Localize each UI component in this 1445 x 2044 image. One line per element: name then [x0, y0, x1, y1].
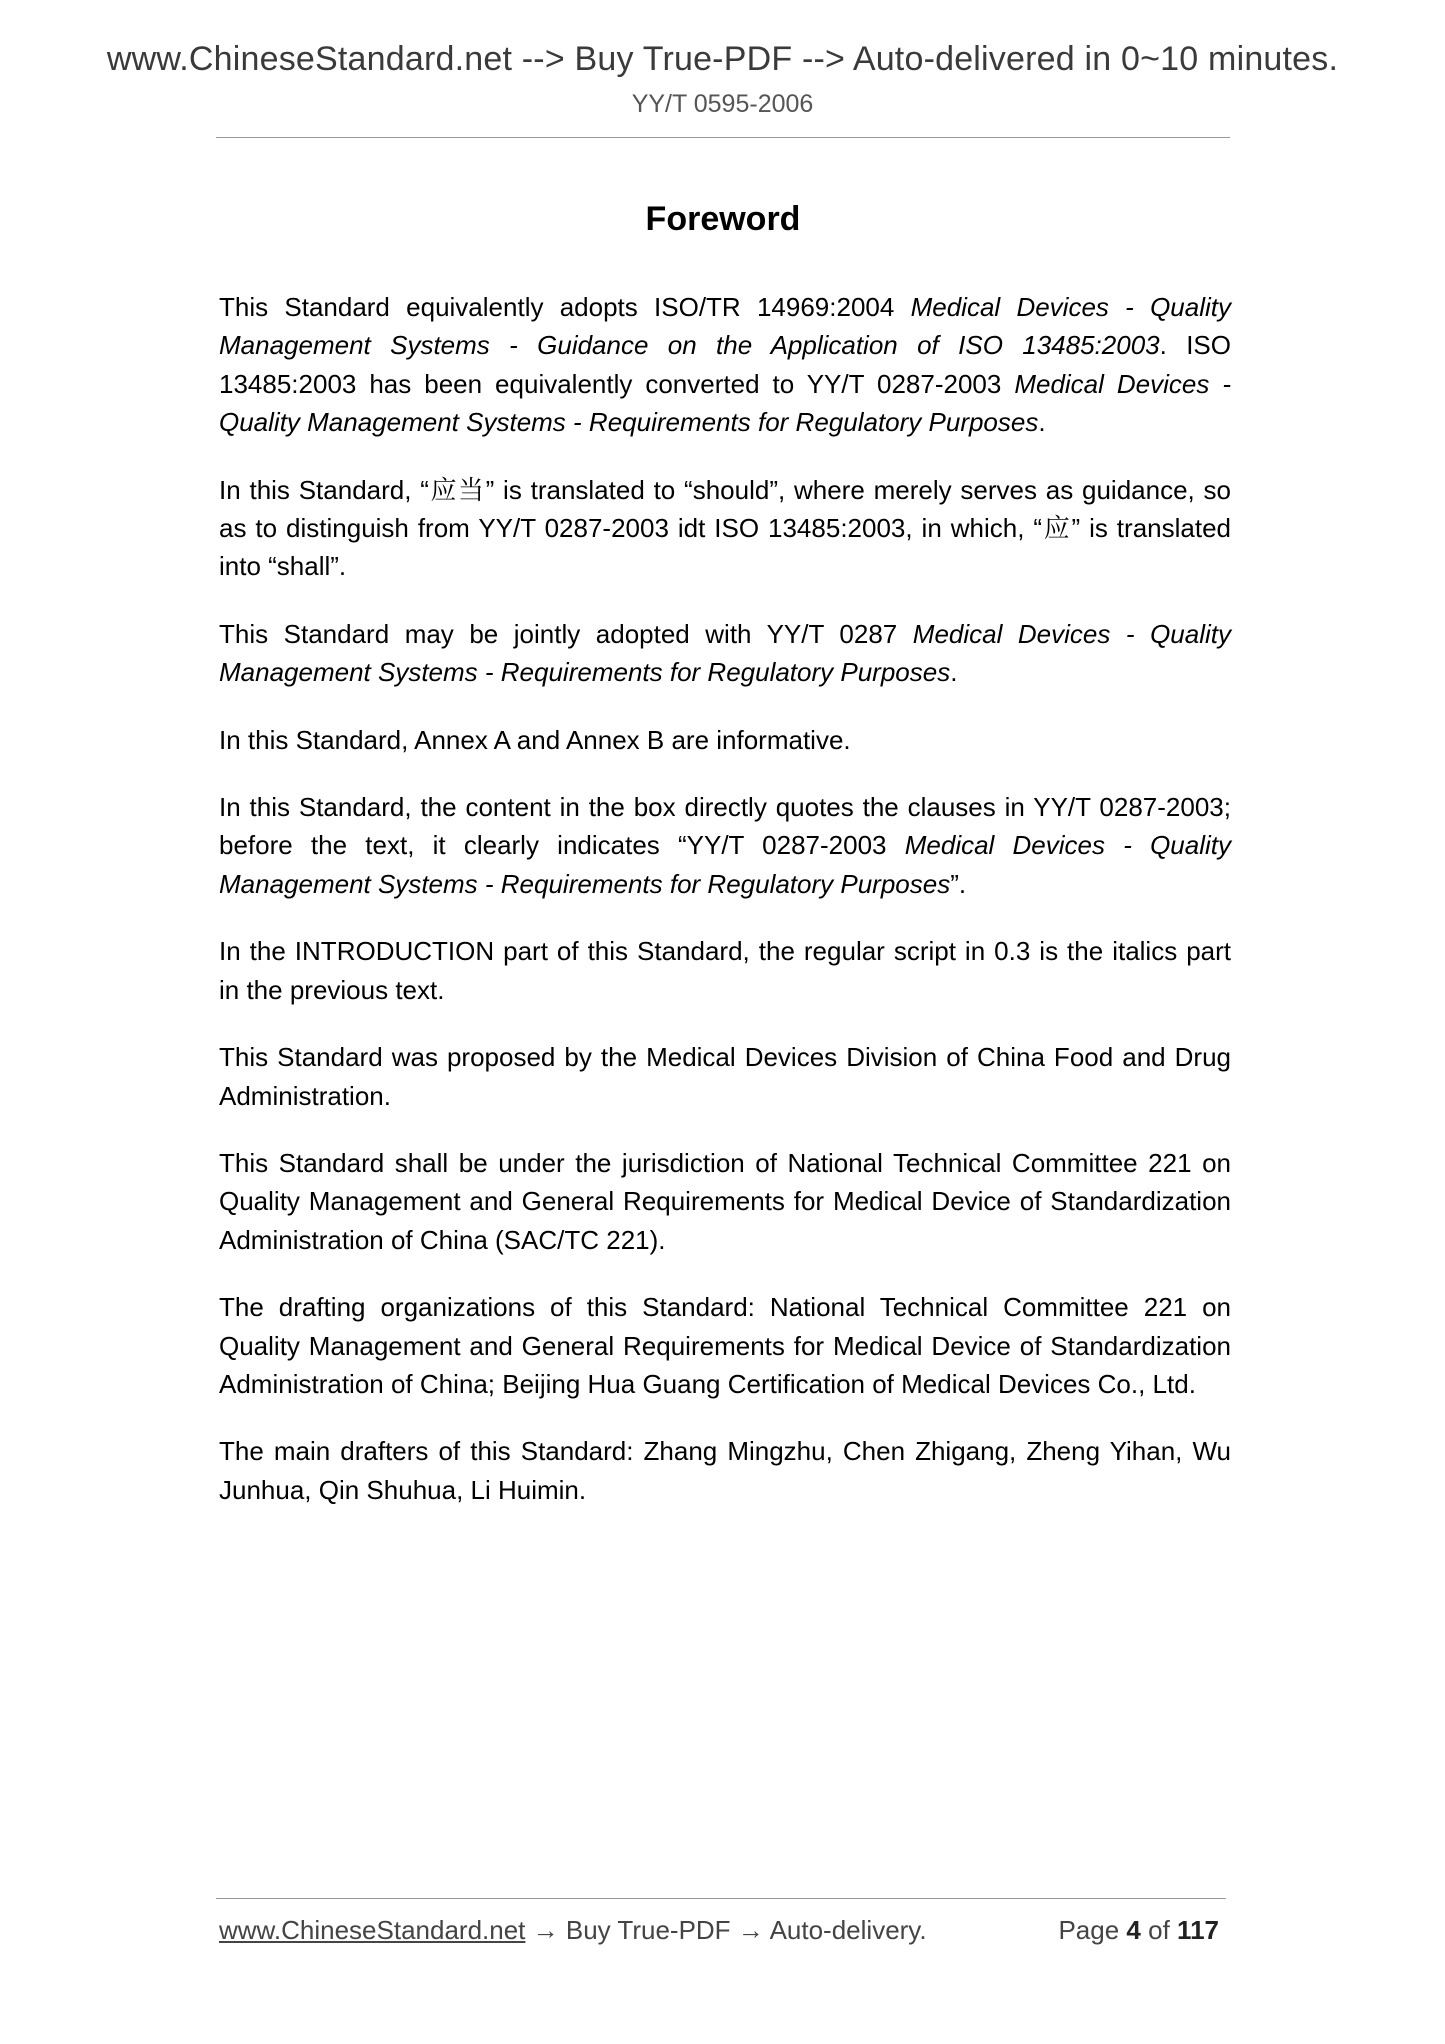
foreword-paragraph: [219, 788, 1231, 903]
foreword-paragraph: [219, 1144, 1231, 1259]
paragraph-text: In this Standard, Annex A and Annex B are informative.: [219, 724, 851, 755]
foreword-paragraph: [219, 288, 1231, 442]
foreword-paragraph: [219, 1432, 1231, 1509]
paragraph-text: .: [950, 657, 958, 688]
page-current: 4: [1126, 1915, 1141, 1945]
paragraph-text: ”.: [950, 868, 967, 899]
page-number: [1058, 1915, 1219, 1946]
footer-divider: [216, 1898, 1226, 1899]
paragraph-text: In this Standard, the content in the box directly quotes the clauses in YY/T 0287-2003; before the text, it clearly indicates “YY/T 0287-2003: [219, 792, 1231, 861]
header-divider: [216, 137, 1230, 138]
footer-website-link[interactable]: www.ChineseStandard.net: [219, 1915, 526, 1945]
paragraph-text: This Standard equivalently adopts ISO/TR 14969:2004: [219, 292, 911, 322]
paragraph-text: The drafting organizations of this Standard: National Technical Committee 221 on Quality Management and General Requirements for Medical Device of Standardization Administration of China; Beijing Hua Guang Certification of Medical Devices Co., Ltd.: [219, 1292, 1231, 1399]
page-total: 117: [1177, 1915, 1219, 1945]
footer-buy-text: → Buy True-PDF → Auto-delivery.: [525, 1915, 927, 1945]
paragraph-text: In this Standard, “应当” is translated to “should”, where merely serves as guidance, so as to distinguish from YY/T 0287-2003 idt ISO 13485:2003, in which, “应” is translated into “shall”.: [219, 474, 1231, 582]
paragraph-text: The main drafters of this Standard: Zhang Mingzhu, Chen Zhigang, Zheng Yihan, Wu Junhua, Qin Shuhua, Li Huimin.: [219, 1436, 1231, 1505]
foreword-paragraph: [219, 721, 1231, 759]
italic-title-text: Medical Devices - Quality Management Systems - Requirements for Regulatory Purposes: [219, 618, 1231, 688]
italic-title-text: Medical Devices - Quality Management Systems - Requirements for Regulatory Purposes: [219, 368, 1232, 438]
foreword-paragraph: [219, 1038, 1231, 1115]
page-of: of: [1148, 1915, 1170, 1945]
foreword-paragraph: [219, 471, 1231, 586]
foreword-paragraph: [219, 615, 1231, 692]
page-label: Page: [1058, 1915, 1120, 1945]
foreword-paragraph: [219, 1288, 1231, 1403]
footer: [219, 1915, 1227, 1946]
page-title: Foreword: [645, 200, 801, 238]
paragraph-text: This Standard shall be under the jurisdiction of National Technical Committee 221 on Quality Management and General Requirements for Medical Device of Standardization Administration of China (SAC/TC 221).: [219, 1147, 1231, 1255]
paragraph-text: This Standard was proposed by the Medical Devices Division of China Food and Drug Administration.: [219, 1042, 1231, 1111]
foreword-paragraph: [219, 932, 1231, 1009]
italic-title-text: Medical Devices - Quality Management Systems - Requirements for Regulatory Purposes: [219, 830, 1231, 899]
foreword-body: [219, 288, 1231, 1538]
paragraph-text: This Standard may be jointly adopted with YY/T 0287: [219, 618, 913, 649]
paragraph-text: In the INTRODUCTION part of this Standard, the regular script in 0.3 is the italics part in the previous text.: [219, 936, 1231, 1005]
document-code: YY/T 0595-2006: [631, 90, 814, 118]
paragraph-text: . ISO 13485:2003 has been equivalently converted to YY/T 0287-2003: [219, 330, 1231, 399]
header-banner: www.ChineseStandard.net --> Buy True-PDF --> Auto-delivered in 0~10 minutes.: [106, 40, 1339, 78]
italic-title-text: Medical Devices - Quality Management Systems - Guidance on the Application of ISO 13485:2003: [219, 292, 1231, 361]
paragraph-text: .: [1038, 407, 1046, 438]
